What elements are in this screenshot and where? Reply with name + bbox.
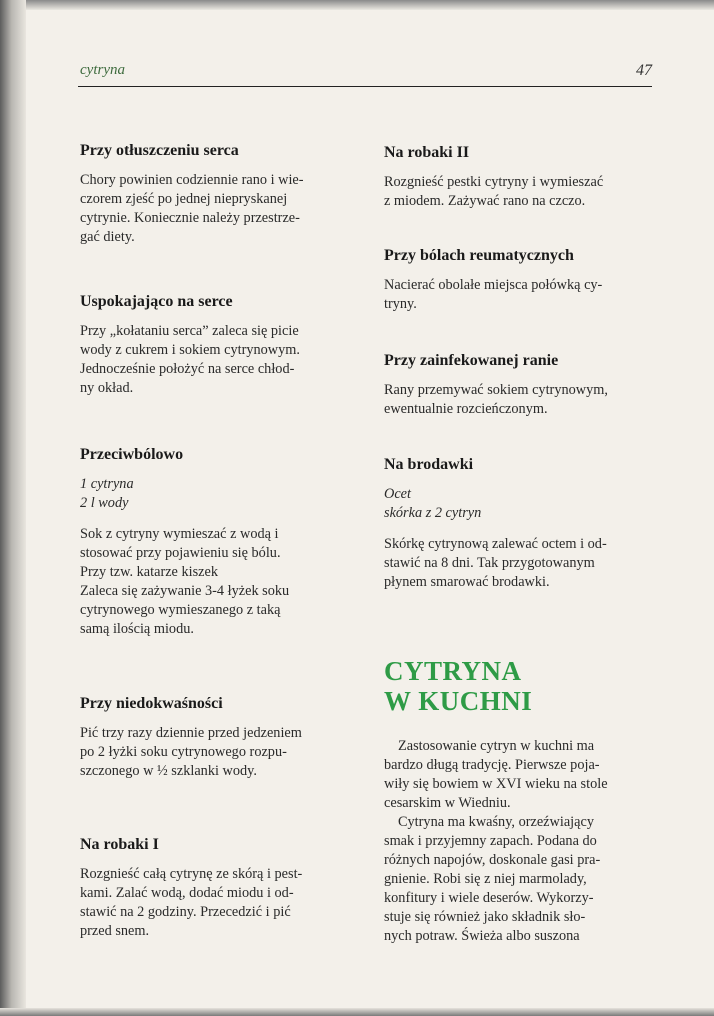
body-line: Sok z cytryny wymieszać z wodą i [80,526,279,542]
body-line: gnienie. Robi się z niej marmolady, [384,871,587,887]
body-line: Zaleca się zażywanie 3-4 łyżek soku [80,583,290,599]
body-line: gać diety. [80,229,135,245]
body-line: cytrynie. Koniecznie należy przestrze- [80,210,300,226]
body-line: z miodem. Zażywać rano na czczo. [384,193,586,209]
body-line: Rozgnieść pestki cytryny i wymieszać [384,174,604,190]
spacer [384,523,654,535]
body-line: Zastosowanie cytryn w kuchni ma [398,738,595,754]
section-zainfekowana-rana [384,352,654,419]
body-line: stawić na 2 godziny. Przecedzić i pić [80,904,291,920]
body-line: bardzo długą tradycję. Pierwsze poja- [384,757,600,773]
page-top-shadow [0,0,714,10]
body-line: cytrynowego wymieszanego z taką [80,602,281,618]
section-uspokajajaco [80,293,350,398]
body-line: samą ilością miodu. [80,621,194,637]
body-line: szczonego w ½ szklanki wody. [80,763,257,779]
body-line: konfitury i wiele deserów. Wykorzy- [384,890,594,906]
section-heading: Na robaki I [80,836,159,853]
section-przeciwbolowo [80,446,350,639]
section-heading: Na robaki II [384,144,470,161]
page-number: 47 [636,62,652,79]
body-line: ewentualnie rozcieńczonym. [384,401,548,417]
header-rule [78,86,652,87]
section-cytryna-w-kuchni [384,656,654,946]
body-line: tryny. [384,296,417,312]
body-line: wiły się bowiem w XVI wieku na stole [384,776,608,792]
chapter-title-line: W KUCHNI [384,686,533,716]
ingredient-line: skórka z 2 cytryn [384,505,482,521]
body-line: Chory powinien codziennie rano i wie- [80,172,304,188]
spacer [80,513,350,525]
section-heading: Przy bólach reumatycznych [384,247,574,264]
body-line: Przy tzw. katarze kiszek [80,564,219,580]
section-heading: Przy zainfekowanej ranie [384,352,559,369]
running-head: cytryna [80,62,125,78]
chapter-title-line: CYTRYNA [384,656,522,686]
body-line: czorem zjeść po jednej niepryskanej [80,191,288,207]
body-line: stawić na 8 dni. Tak przygotowanym [384,555,595,571]
section-na-robaki-2 [384,144,654,211]
body-line: cesarskim w Wiedniu. [384,795,511,811]
body-line: kami. Zalać wodą, dodać miodu i od- [80,885,294,901]
body-line: płynem smarować brodawki. [384,574,550,590]
body-line: Jednocześnie położyć na serce chłod- [80,361,295,377]
body-line: Przy „kołataniu serca” zaleca się picie [80,323,299,339]
body-line: ny okład. [80,380,134,396]
section-niedokwasnosc [80,695,350,781]
body-line: stuje się również jako składnik sło- [384,909,586,925]
page-bottom-edge [0,1008,714,1016]
section-bole-reumatyczne [384,247,654,314]
body-line: wody z cukrem i sokiem cytrynowym. [80,342,300,358]
ingredient-line: Ocet [384,486,411,502]
page-gutter-shadow [0,0,26,1016]
body-line: Nacierać obolałe miejsca połówką cy- [384,277,603,293]
body-line: nych potraw. Świeża albo suszona [384,928,580,944]
ingredient-line: 2 l wody [80,495,129,511]
body-line: Skórkę cytrynową zalewać octem i od- [384,536,607,552]
section-na-brodawki [384,456,654,592]
ingredient-line: 1 cytryna [80,476,134,492]
body-line: Cytryna ma kwaśny, orzeźwiający [398,814,594,830]
body-line: smak i przyjemny zapach. Podana do [384,833,597,849]
body-line: Rany przemywać sokiem cytrynowym, [384,382,608,398]
section-na-robaki-1 [80,836,350,941]
body-line: stosować przy pojawieniu się bólu. [80,545,281,561]
section-heading: Uspokajająco na serce [80,293,233,310]
section-heading: Na brodawki [384,456,474,473]
body-line: Rozgnieść całą cytrynę ze skórą i pest- [80,866,303,882]
body-line: różnych napojów, doskonale gasi pra- [384,852,601,868]
body-line: Pić trzy razy dziennie przed jedzeniem [80,725,302,741]
section-heading: Przy otłuszczeniu serca [80,142,239,159]
body-line: po 2 łyżki soku cytrynowego rozpu- [80,744,287,760]
section-heading: Przy niedokwaśności [80,695,223,712]
body-line: przed snem. [80,923,150,939]
spacer [384,716,654,737]
section-heading: Przeciwbólowo [80,446,184,463]
section-otluszczenie-serca [80,142,350,247]
